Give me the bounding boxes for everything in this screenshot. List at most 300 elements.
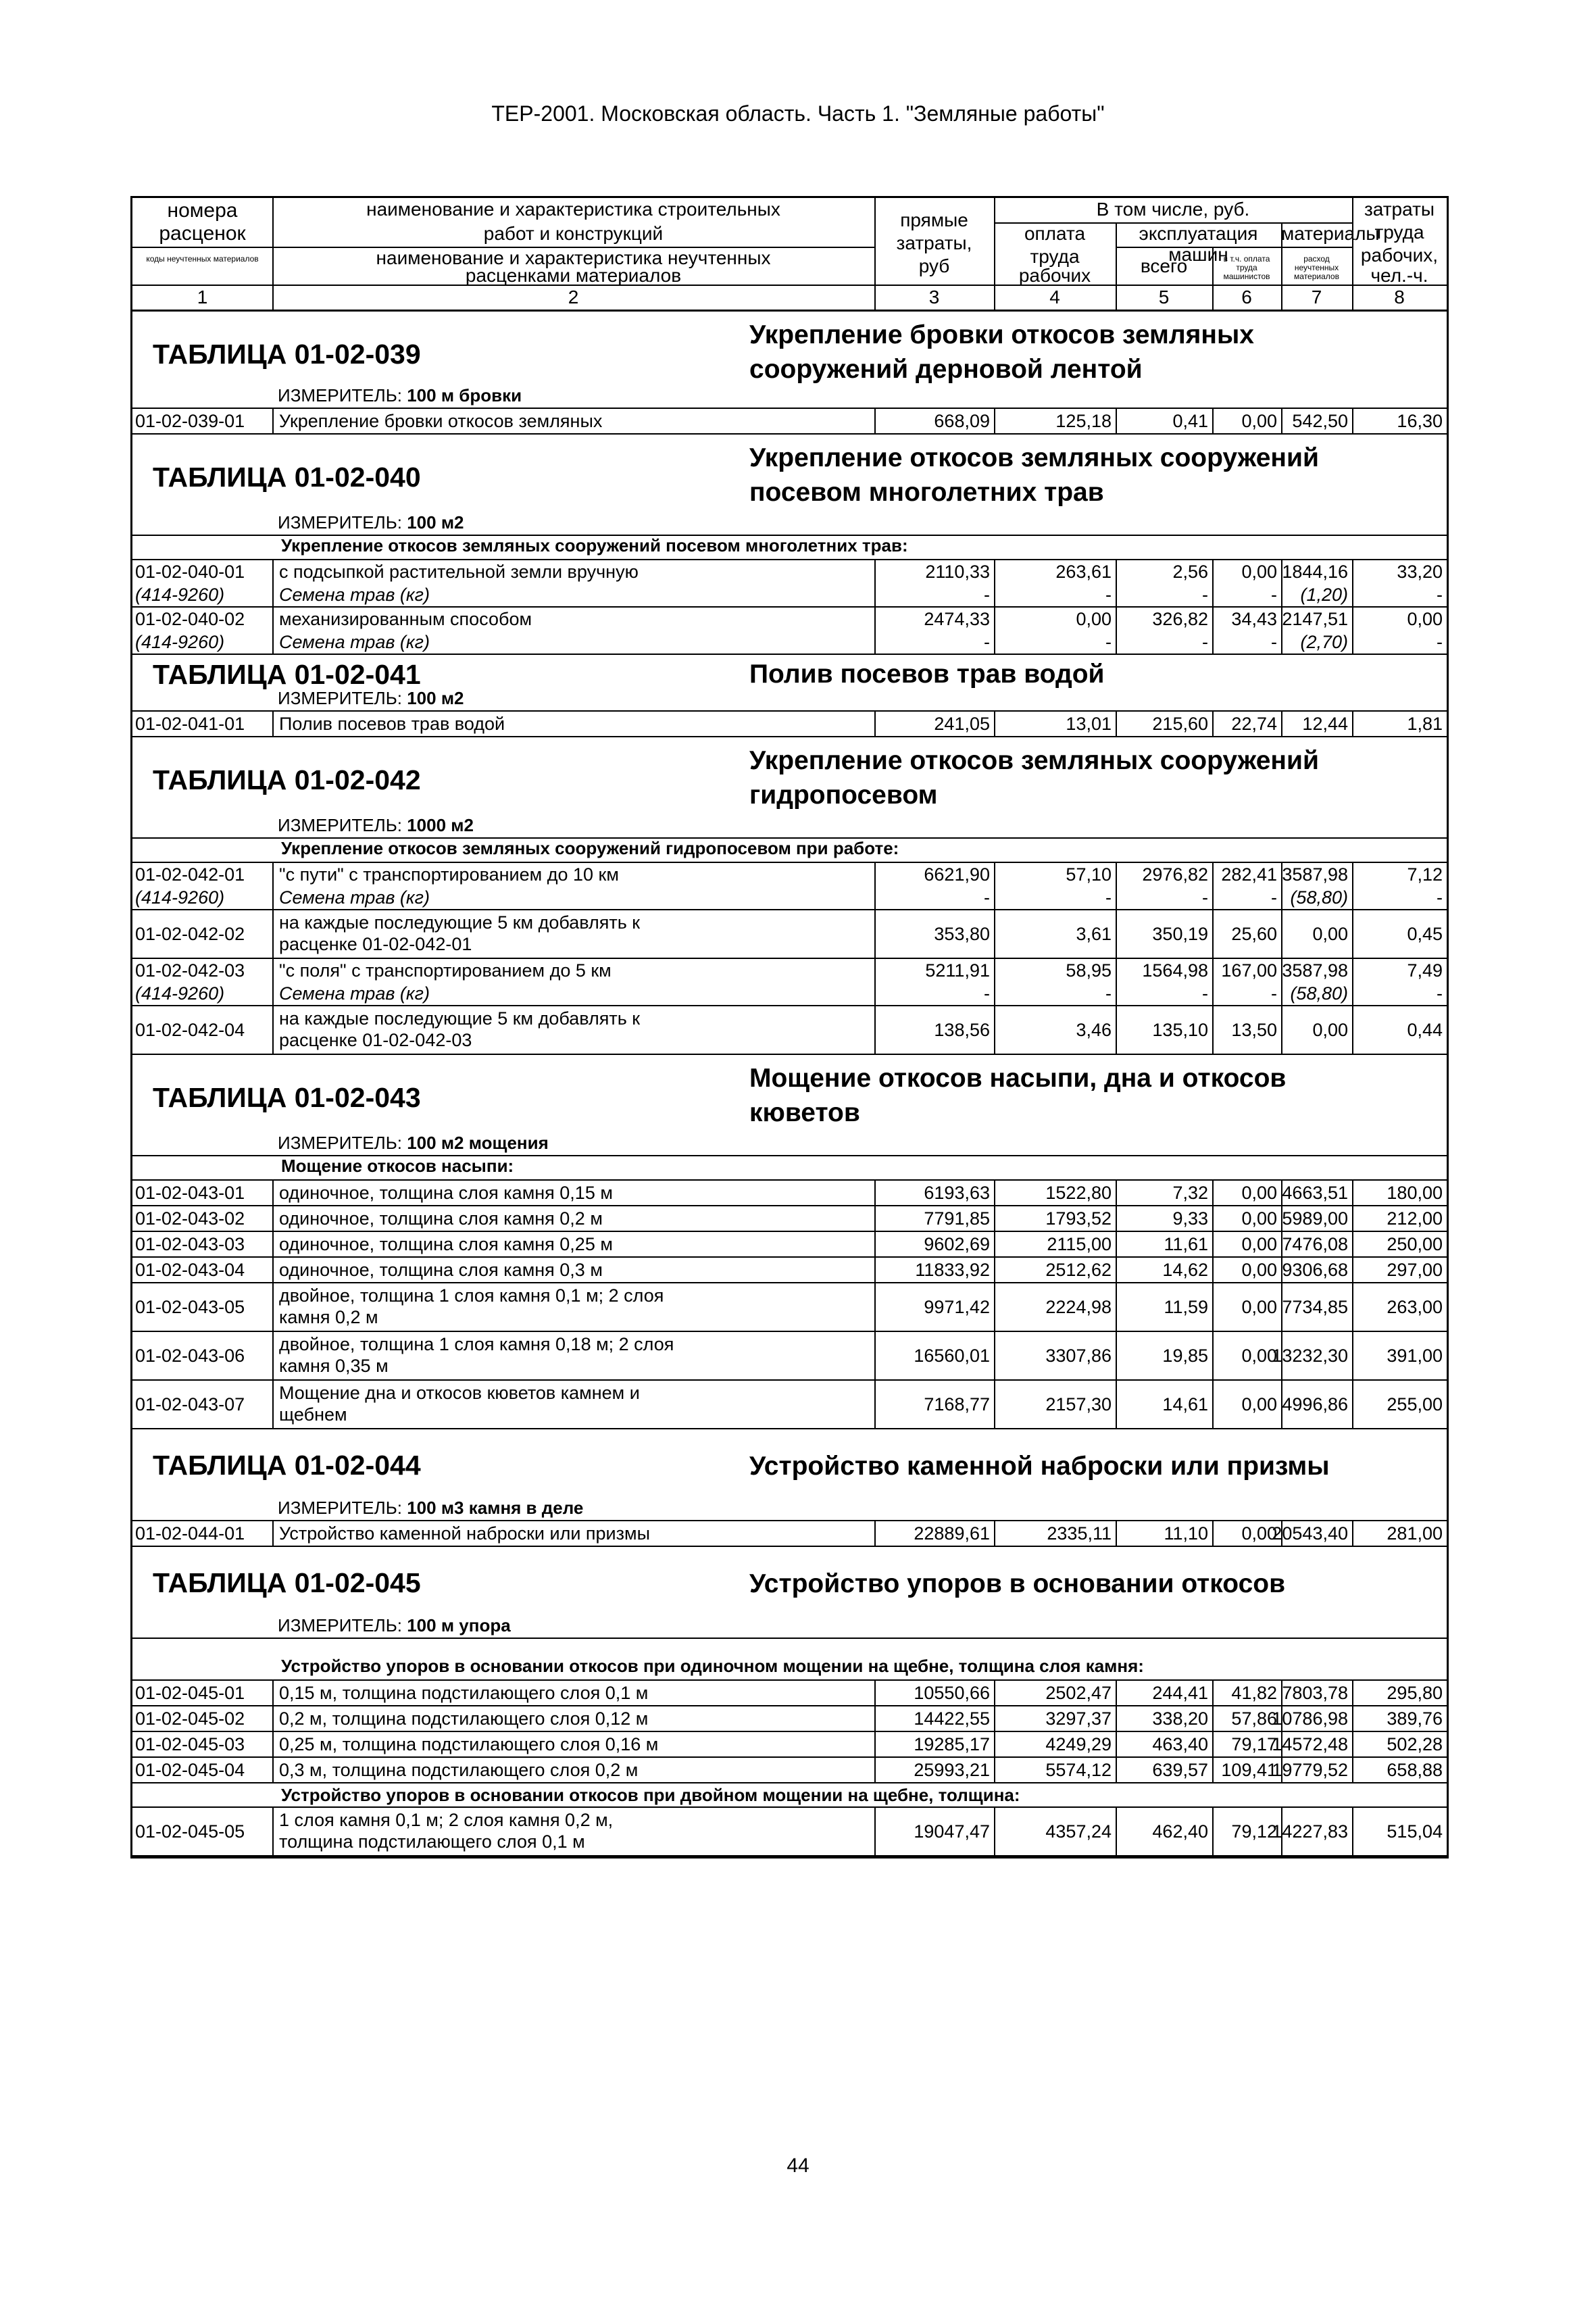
value: 10550,66: [914, 1682, 990, 1703]
rate-name-cell: [279, 1732, 872, 1756]
group-heading: [132, 1639, 1447, 1681]
value: 4996,86: [1282, 1394, 1348, 1414]
hdr-col2c: наименование и характеристика неучтенных: [376, 247, 771, 268]
value: 3,61: [1076, 923, 1112, 944]
value: 263,61: [1055, 562, 1112, 582]
rate-code-cell: [135, 608, 271, 654]
value-cell: [1352, 1681, 1443, 1705]
value-cell: [994, 1521, 1112, 1546]
value-cell: [1352, 1006, 1443, 1054]
value-cell: [874, 1706, 990, 1731]
material-value: -: [1202, 632, 1208, 652]
value: 9971,42: [924, 1296, 990, 1317]
value: 215,60: [1152, 713, 1208, 734]
hdr-col8a: затраты: [1364, 199, 1435, 220]
value-cell: [1272, 1808, 1348, 1855]
value: 281,00: [1387, 1523, 1443, 1544]
value-cell: [1352, 1258, 1443, 1282]
value: 295,80: [1387, 1682, 1443, 1703]
value: 0,45: [1407, 923, 1443, 944]
value: 16560,01: [914, 1345, 990, 1366]
value: 0,00: [1241, 1296, 1277, 1317]
cell-divider: [272, 1181, 274, 1205]
value: 2512,62: [1045, 1259, 1112, 1280]
rate-code: 01-02-045-03: [135, 1733, 245, 1754]
value: 0,00: [1407, 609, 1443, 629]
table-row: [132, 1681, 1447, 1706]
hdr-col-number: 5: [1158, 287, 1170, 307]
material-value: -: [1202, 887, 1208, 908]
table-title-line2: сооружений дерновой лентой: [749, 354, 1143, 384]
rate-code: 01-02-039-01: [135, 410, 245, 431]
rate-code-cell: [135, 1258, 271, 1282]
value: 2,56: [1172, 562, 1208, 582]
measure-label: ИЗМЕРИТЕЛЬ:: [278, 815, 407, 835]
value: 6193,63: [924, 1182, 990, 1203]
value: 3,46: [1076, 1019, 1112, 1040]
value-cell: [1116, 1758, 1208, 1782]
table-title-line1: Укрепление откосов земляных сооружений: [749, 443, 1319, 472]
value-cell: [1281, 910, 1348, 958]
table-title-line1: Устройство упоров в основании откосов: [749, 1569, 1286, 1598]
rate-code-cell: [135, 910, 271, 958]
material-value: -: [984, 632, 990, 652]
table-row: [132, 1808, 1447, 1856]
rate-name: 0,15 м, толщина подстилающего слоя 0,1 м: [279, 1682, 649, 1703]
rate-code: 01-02-040-01: [135, 562, 245, 582]
value: 9306,68: [1282, 1259, 1348, 1280]
value: 2147,51: [1282, 609, 1348, 629]
value: 109,41: [1221, 1759, 1277, 1780]
value: 11,59: [1164, 1296, 1208, 1317]
value: 7734,85: [1282, 1296, 1348, 1317]
value: 14,62: [1162, 1259, 1208, 1280]
rate-name: "с поля" с транспортированием до 5 км: [279, 960, 612, 981]
hdr-col8c: рабочих,: [1360, 245, 1439, 266]
rate-name-cell: [279, 608, 872, 654]
rate-name: 0,3 м, толщина подстилающего слоя 0,2 м: [279, 1759, 639, 1780]
group-heading: [132, 1156, 1447, 1181]
table-heading: [132, 1055, 1447, 1156]
value: 33,20: [1397, 562, 1443, 582]
page-number: 44: [787, 2155, 809, 2177]
value: 20543,40: [1272, 1523, 1348, 1544]
rate-code: 01-02-042-01: [135, 864, 245, 885]
value-cell: [1352, 560, 1443, 606]
value: 0,00: [1241, 1233, 1277, 1254]
value-cell: [1352, 1283, 1443, 1331]
value: 22,74: [1231, 713, 1277, 734]
value: 462,40: [1152, 1821, 1208, 1842]
value-cell: [1116, 910, 1208, 958]
table-title-line1: Полив посевов трав водой: [749, 660, 1105, 689]
value-cell: [994, 959, 1112, 1005]
measure-value: 1000 м2: [407, 815, 474, 835]
value-cell: [1272, 1706, 1348, 1731]
table-title: [749, 1062, 1432, 1130]
value: 0,00: [1241, 1259, 1277, 1280]
value-cell: [994, 863, 1112, 909]
rate-code: 01-02-043-01: [135, 1182, 245, 1203]
material-name: Семена трав (кг): [279, 887, 430, 908]
rate-code-cell: [135, 1521, 271, 1546]
value-cell: [874, 1808, 990, 1855]
value: 4357,24: [1045, 1821, 1112, 1842]
rate-name: механизированным способом: [279, 609, 532, 629]
rate-name-cell: [279, 910, 872, 958]
value: 19285,17: [914, 1733, 990, 1754]
value-cell: [1212, 910, 1277, 958]
value-cell: [1116, 1232, 1208, 1256]
value-cell: [1116, 959, 1208, 1005]
rate-name-cell: [279, 1332, 872, 1379]
material-value: (58,80): [1290, 983, 1348, 1004]
value-cell: [1352, 1381, 1443, 1428]
hdr-col2b: работ и конструкций: [483, 223, 664, 244]
table-number: ТАБЛИЦА 01-02-040: [153, 462, 421, 493]
table-row: [132, 1706, 1447, 1732]
table-row: [132, 712, 1447, 737]
value: 1844,16: [1282, 562, 1348, 582]
group-heading: [132, 839, 1447, 863]
material-name: Семена трав (кг): [279, 632, 430, 652]
rate-name-cell: [279, 712, 872, 736]
cell-divider: [272, 1232, 274, 1256]
value: 58,95: [1066, 960, 1112, 981]
value: 57,86: [1231, 1708, 1277, 1729]
value: 0,00: [1241, 410, 1277, 431]
value: 138,56: [934, 1019, 990, 1040]
rate-code-cell: [135, 1808, 271, 1855]
rate-name: одиночное, толщина слоя камня 0,15 м: [279, 1182, 613, 1203]
hdr-col1a: номера: [167, 199, 238, 222]
rate-name: "с пути" с транспортированием до 10 км: [279, 864, 619, 885]
value-cell: [1212, 1232, 1277, 1256]
value-cell: [994, 1808, 1112, 1855]
value: 25993,21: [914, 1759, 990, 1780]
value-cell: [1352, 1732, 1443, 1756]
rate-code: 01-02-043-06: [135, 1345, 245, 1366]
material-value: -: [1105, 983, 1112, 1004]
value-cell: [1281, 1206, 1348, 1231]
value-cell: [994, 1758, 1112, 1782]
cell-divider: [272, 1258, 274, 1282]
value: 353,80: [934, 923, 990, 944]
rate-name-cell: [279, 1381, 872, 1428]
table-row: [132, 560, 1447, 608]
value-cell: [1212, 1681, 1277, 1705]
value-cell: [994, 712, 1112, 736]
value-cell: [1116, 1258, 1208, 1282]
group-heading-text: Укрепление откосов земляных сооружений посевом многолетних трав:: [281, 535, 908, 556]
hdr-col-number: 8: [1394, 287, 1405, 307]
value-cell: [1352, 1206, 1443, 1231]
value: 0,44: [1407, 1019, 1443, 1040]
rate-name: 0,2 м, толщина подстилающего слоя 0,12 м: [279, 1708, 649, 1729]
group-heading-text: Укрепление откосов земляных сооружений гидропосевом при работе:: [281, 838, 899, 858]
rate-code: 01-02-045-02: [135, 1708, 245, 1729]
table-row: [132, 959, 1447, 1006]
rate-name: двойное, толщина 1 слоя камня 0,18 м; 2 слоя: [279, 1334, 674, 1354]
value: 6621,90: [924, 864, 990, 885]
material-code: (414-9260): [135, 887, 225, 908]
table-row: [132, 1206, 1447, 1232]
rate-name-cell: [279, 1181, 872, 1205]
value-cell: [994, 1381, 1112, 1428]
group-heading-text: Устройство упоров в основании откосов при одиночном мощении на щебне, толщина слоя камня:: [281, 1656, 1144, 1676]
cell-divider: [272, 1681, 274, 1705]
rate-name: Полив посевов трав водой: [279, 713, 505, 734]
rate-name: Устройство каменной наброски или призмы: [279, 1523, 650, 1544]
table-row: [132, 1381, 1447, 1429]
material-value: -: [1437, 887, 1443, 908]
material-name: Семена трав (кг): [279, 585, 430, 605]
value: 10786,98: [1272, 1708, 1348, 1729]
measure-value: 100 м2 мощения: [407, 1133, 549, 1153]
value: 658,88: [1387, 1759, 1443, 1780]
cell-divider: [272, 1732, 274, 1756]
table-title-line2: кюветов: [749, 1098, 860, 1127]
measure-unit: [278, 815, 474, 836]
value: 14572,48: [1272, 1733, 1348, 1754]
material-value: -: [1437, 632, 1443, 652]
value: 0,41: [1172, 410, 1208, 431]
rate-name-cell: [279, 1521, 872, 1546]
value: 282,41: [1221, 864, 1277, 885]
rate-code-cell: [135, 1381, 271, 1428]
value: 19,85: [1162, 1345, 1208, 1366]
table-heading: [132, 1429, 1447, 1521]
value: 338,20: [1152, 1708, 1208, 1729]
value: 350,19: [1152, 923, 1208, 944]
measure-unit: [278, 512, 464, 533]
rate-code-cell: [135, 1758, 271, 1782]
material-value: -: [1271, 983, 1277, 1004]
hdr-col2a: наименование и характеристика строительных: [366, 199, 780, 220]
table-title: [749, 441, 1432, 510]
rate-code-cell: [135, 1283, 271, 1331]
value-cell: [1272, 1332, 1348, 1379]
value-cell: [1212, 409, 1277, 433]
rate-code-cell: [135, 1232, 271, 1256]
value-cell: [1352, 608, 1443, 654]
rate-name-cell: [279, 1232, 872, 1256]
rate-name-cont: камня 0,35 м: [279, 1356, 389, 1376]
rate-code-cell: [135, 1332, 271, 1379]
group-heading-text: Устройство упоров в основании откосов при двойном мощении на щебне, толщина:: [281, 1785, 1020, 1805]
value-cell: [994, 608, 1112, 654]
value-cell: [1212, 1381, 1277, 1428]
value-cell: [874, 1332, 990, 1379]
hdr-col-number: 4: [1049, 287, 1060, 307]
table-row: [132, 1283, 1447, 1332]
value: 668,09: [934, 410, 990, 431]
rate-code-cell: [135, 1181, 271, 1205]
value-cell: [1212, 959, 1277, 1005]
material-value: -: [1437, 983, 1443, 1004]
value: 9,33: [1172, 1208, 1208, 1229]
hdr-col4b: труда: [1030, 246, 1080, 267]
value-cell: [874, 1758, 990, 1782]
rate-code: 01-02-045-01: [135, 1682, 245, 1703]
value-cell: [994, 1206, 1112, 1231]
value-cell: [1272, 1732, 1348, 1756]
value-cell: [1212, 1258, 1277, 1282]
value-cell: [1272, 1521, 1348, 1546]
value: 7476,08: [1282, 1233, 1348, 1254]
value: 3587,98: [1282, 960, 1348, 981]
value-cell: [1352, 1521, 1443, 1546]
rate-name: одиночное, толщина слоя камня 0,2 м: [279, 1208, 603, 1229]
value-cell: [874, 1283, 990, 1331]
value-cell: [1116, 863, 1208, 909]
material-value: (2,70): [1300, 632, 1348, 652]
table-number: ТАБЛИЦА 01-02-039: [153, 339, 421, 370]
value: 3297,37: [1045, 1708, 1112, 1729]
rate-code-cell: [135, 1681, 271, 1705]
rate-name: одиночное, толщина слоя камня 0,3 м: [279, 1259, 603, 1280]
value-cell: [874, 1681, 990, 1705]
value-cell: [1212, 1758, 1277, 1782]
table-row: [132, 608, 1447, 655]
measure-value: 100 м2: [407, 688, 464, 708]
value: 11,10: [1164, 1523, 1208, 1544]
value-cell: [874, 1006, 990, 1054]
value-cell: [1272, 1758, 1348, 1782]
value-cell: [1212, 1006, 1277, 1054]
hdr-col7: расход неучтенных материалов: [1294, 254, 1339, 282]
value-cell: [994, 1006, 1112, 1054]
value: 5211,91: [925, 960, 990, 981]
rate-name-cell: [279, 1681, 872, 1705]
hdr-matl: материалы: [1281, 223, 1380, 244]
value-cell: [874, 1258, 990, 1282]
column-header: [132, 198, 1447, 312]
value: 34,43: [1231, 609, 1277, 629]
value-cell: [994, 1232, 1112, 1256]
table-number: ТАБЛИЦА 01-02-045: [153, 1567, 421, 1598]
rate-name-cell: [279, 863, 872, 909]
value: 14422,55: [914, 1708, 990, 1729]
value-cell: [1281, 560, 1348, 606]
value: 5574,12: [1045, 1759, 1112, 1780]
cell-divider: [272, 1808, 274, 1855]
value: 241,05: [934, 713, 990, 734]
value-cell: [1116, 1181, 1208, 1205]
measure-label: ИЗМЕРИТЕЛЬ:: [278, 1498, 407, 1518]
rate-name: одиночное, толщина слоя камня 0,25 м: [279, 1233, 613, 1254]
rate-name-cell: [279, 1706, 872, 1731]
table-heading: [132, 1547, 1447, 1639]
material-code: (414-9260): [135, 983, 225, 1004]
value: 2335,11: [1047, 1523, 1112, 1544]
cell-divider: [272, 1521, 274, 1546]
table-row: [132, 1181, 1447, 1206]
material-value: -: [1271, 585, 1277, 605]
measure-value: 100 м2: [407, 512, 464, 533]
rate-code: 01-02-043-02: [135, 1208, 245, 1229]
value-cell: [1352, 1232, 1443, 1256]
hdr-col3a: прямые: [900, 210, 968, 230]
value-cell: [994, 1283, 1112, 1331]
value-cell: [1212, 712, 1277, 736]
rate-code: 01-02-040-02: [135, 609, 245, 629]
material-value: -: [1105, 887, 1112, 908]
value: 244,41: [1152, 1682, 1208, 1703]
measure-label: ИЗМЕРИТЕЛЬ:: [278, 512, 407, 533]
value: 16,30: [1397, 410, 1443, 431]
value-cell: [1212, 1706, 1277, 1731]
rate-name: на каждые последующие 5 км добавлять к: [279, 1008, 641, 1029]
value-cell: [1281, 608, 1348, 654]
table-heading: [132, 435, 1447, 536]
measure-value: 100 м бровки: [407, 385, 522, 405]
rate-name-cont: толщина подстилающего слоя 0,1 м: [279, 1831, 585, 1852]
value: 19047,47: [914, 1821, 990, 1842]
value: 22889,61: [914, 1523, 990, 1544]
value: 326,82: [1152, 609, 1208, 629]
value: 250,00: [1387, 1233, 1443, 1254]
value-cell: [1212, 1521, 1277, 1546]
table-title: [749, 318, 1432, 387]
measure-unit: [278, 385, 522, 406]
table-title-line2: посевом многолетних трав: [749, 477, 1104, 507]
cell-divider: [272, 1206, 274, 1231]
hdr-col-number: 2: [568, 287, 579, 307]
value: 1793,52: [1045, 1208, 1112, 1229]
hdr-col1b: расценок: [159, 222, 246, 245]
value-cell: [1352, 959, 1443, 1005]
hdr-col3b: затраты,: [896, 232, 972, 253]
value: 255,00: [1387, 1394, 1443, 1414]
table-number: ТАБЛИЦА 01-02-041: [153, 659, 421, 690]
rate-name-cell: [279, 560, 872, 606]
value: 2976,82: [1142, 864, 1208, 885]
value-cell: [994, 560, 1112, 606]
rate-code: 01-02-043-05: [135, 1296, 245, 1317]
measure-label: ИЗМЕРИТЕЛЬ:: [278, 385, 407, 405]
cell-divider: [272, 409, 274, 433]
value: 25,60: [1231, 923, 1277, 944]
table-row: [132, 1758, 1447, 1783]
table-heading: [132, 655, 1447, 712]
group-heading: [132, 1783, 1447, 1808]
value: 389,76: [1387, 1708, 1443, 1729]
measure-value: 100 м упора: [407, 1615, 511, 1635]
value-cell: [1116, 1283, 1208, 1331]
value: 0,00: [1241, 1182, 1277, 1203]
value: 41,82: [1231, 1682, 1277, 1703]
value-cell: [1116, 1706, 1208, 1731]
value: 19779,52: [1272, 1759, 1348, 1780]
value: 639,57: [1152, 1759, 1208, 1780]
measure-unit: [278, 688, 464, 709]
value-cell: [994, 409, 1112, 433]
table-row: [132, 1521, 1447, 1547]
value: 1564,98: [1142, 960, 1208, 981]
measure-value: 100 м3 камня в деле: [407, 1498, 584, 1518]
value: 3587,98: [1282, 864, 1348, 885]
value-cell: [994, 1332, 1112, 1379]
table-row: [132, 910, 1447, 959]
value: 0,00: [1312, 923, 1348, 944]
value: 263,00: [1387, 1296, 1443, 1317]
value: 0,00: [1241, 562, 1277, 582]
value: 14,61: [1162, 1394, 1208, 1414]
cell-divider: [272, 560, 274, 606]
rate-code: 01-02-042-04: [135, 1019, 245, 1040]
table-row: [132, 1006, 1447, 1055]
